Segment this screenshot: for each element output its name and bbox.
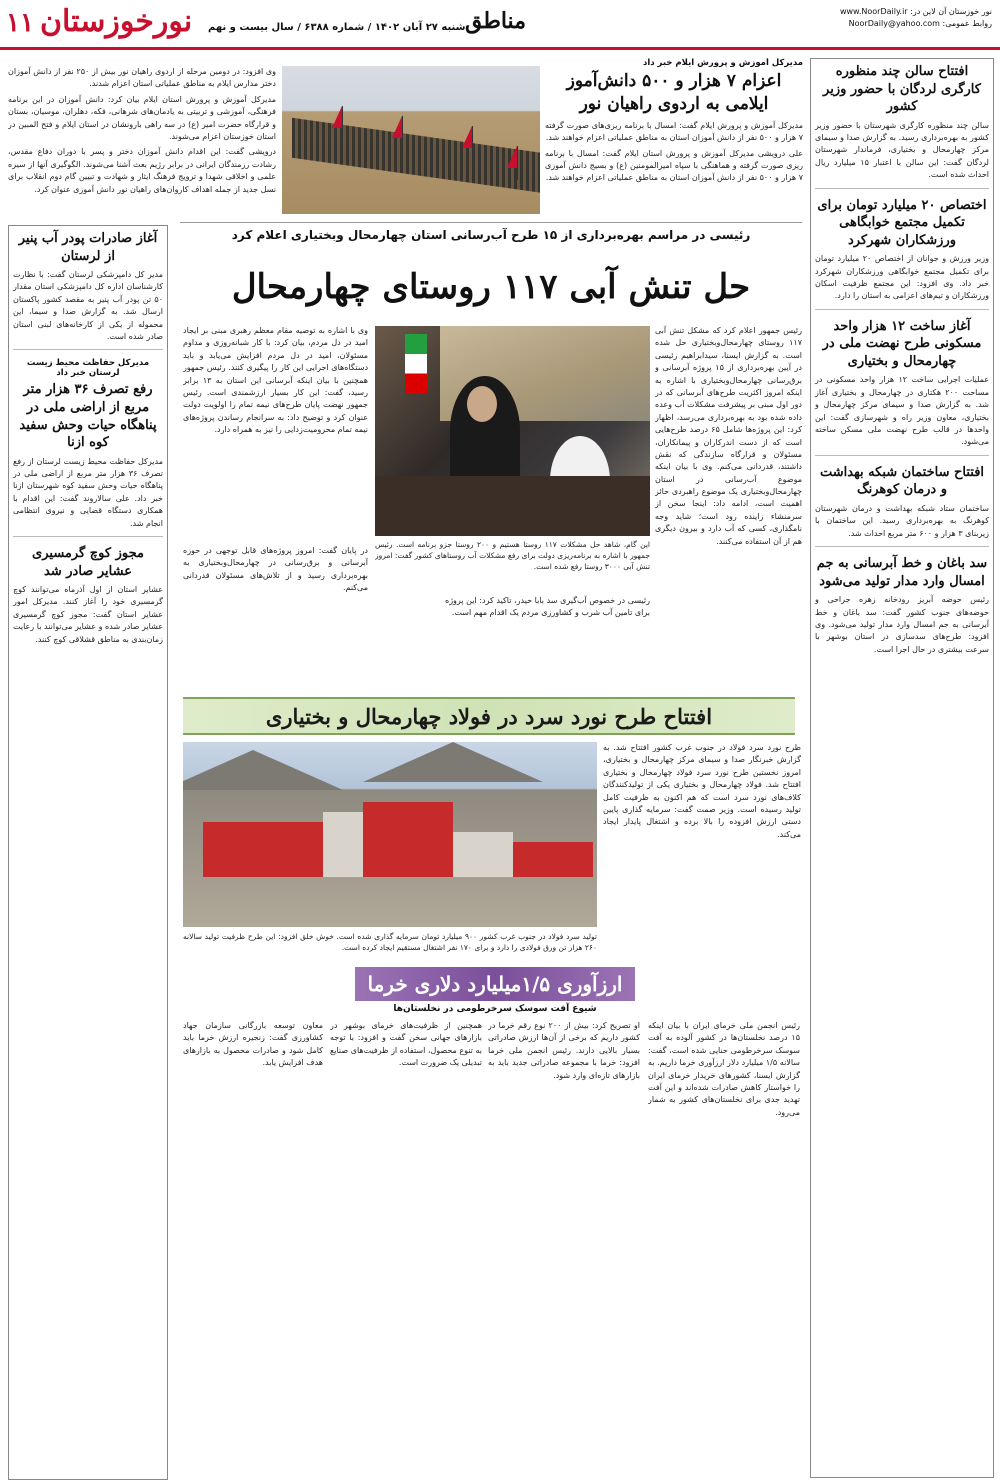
right-sidebar	[810, 58, 994, 1478]
date-column-2: او تصریح کرد: بیش از ۲۰۰ نوع رقم خرما در کشور داریم که برخی از آن‌ها ارزش صادراتی بسیار بالایی دارند. رئیس انجمن ملی خرما افزود: خرما با مجموعه صادراتی جدید باید به بازارهای تازه‌ای وارد شود.	[488, 1021, 640, 1080]
website-line[interactable]: نور خوزستان آن لاین در: www.NoorDaily.ir	[839, 7, 992, 16]
mountain-shape	[183, 750, 343, 790]
story-headline[interactable]: سد باغان و خط آبرسانی به جم امسال وارد مدار تولید می‌شود	[816, 556, 988, 589]
left-sidebar	[8, 225, 168, 1480]
story-kicker: مدیرکل حفاظت محیط زیست لرستان خبر داد	[26, 358, 150, 379]
story-body: مدیر کل دامپزشکی لرستان گفت: با نظارت کارشناسان اداره کل دامپزشکی استان مقدار ۵۰ تن پودر آب پنیر به مقصد کشور پاکستان ارسال شد. به گزارش صدا و سیما، این محموله از یکی از کارخانه‌های لبنی استان صادر شده است.	[13, 270, 163, 342]
steel-plant-photo	[183, 742, 597, 927]
top-story-continued	[8, 66, 276, 216]
factory-building	[323, 812, 363, 877]
sidebar-story	[815, 464, 989, 547]
red-flag-icon	[392, 116, 402, 138]
story-headline[interactable]: مجوز کوچ گرمسیری عشایر صادر شد	[32, 545, 144, 579]
red-flag-icon	[332, 106, 342, 128]
story-body	[545, 120, 803, 185]
date-headline[interactable]: ارزآوری ۱/۵میلیارد دلاری خرما	[367, 972, 623, 996]
flag-pole	[402, 116, 403, 150]
red-flag-icon	[507, 146, 517, 168]
paragraph: مدیرکل آموزش و پرورش استان ایلام بیان کرد: دانش آموزان در این برنامه فرهنگی، آموزشی و تربیتی به یادمان‌های شرهانی، فکه، دهلران، موسیان، بستان و قرارگاه حضرت امیر (ع) در سه راهی بارونشان در استان ایلام و فتح المبین در استان خوزستان اعزام می‌شوند.	[8, 94, 276, 141]
paragraph: مدیرکل آموزش و پرورش ایلام گفت: امسال با برنامه ریزی‌های صورت گرفته ۷ هزار و ۵۰۰ نفر از دانش آموزان استان به مناطق عملیاتی اعزام خواهند شد.	[545, 120, 803, 143]
president-meeting-photo	[375, 326, 650, 536]
lead-column-bottom-right: رئیسی در خصوص آب‌گیری سد بابا حیدر، تاکید کرد: این پروژه برای تامین آب شرب و کشاورزی مردم یک اقدام مهم است.	[445, 596, 650, 618]
top-story	[545, 58, 803, 218]
face-shape	[467, 386, 497, 422]
page-number: ۱۱	[6, 8, 34, 38]
pilgrimage-photo	[282, 66, 540, 214]
sidebar-story	[13, 230, 163, 350]
crowd-shape	[292, 118, 540, 195]
lead-column-mid: وی با اشاره به توصیه مقام معظم رهبری مبنی بر ایجاد امید در دل مردم، بیان کرد: با کار شبانه‌روزی و مداوم مسئولان، امید در دل مردم افزایش می‌یابد و باید دستگاه‌های اجرایی این کار را پیگیری کنند. رئیس جمهور همچنین با بیان اینکه آبرسانی این استان به ۱۳ برابر رسید، گفت: این کار بسیار ارزشمندی است. رئیس جمهور نهضت پایان طرح‌های نیمه تمام را اولویت دولت عنوان کرد و توضیح داد: به سرانجام رساندن پروژه‌های نیمه تمام محرومیت‌زدایی را نیز به همراه دارد.	[183, 326, 368, 435]
date-column-1: رئیس انجمن ملی خرمای ایران با بیان اینکه ۱۵ درصد نخلستان‌ها در کشور آلوده به آفت سوسک سرخرطومی حنایی شده است، گفت: سالانه ۱/۵ میلیارد دلار ارزآوری خرما داریم. به گزارش ایسنا، کشورهای خریدار خرمای ایران را خواستار کاهش صادرات شده‌اند و این آفت تهدید جدی برای نخلستان‌های کشور به شمار می‌رود.	[648, 1021, 800, 1117]
paragraph: علی درویشی مدیرکل آموزش و پرورش استان ایلام گفت: امسال با برنامه ریزی صورت گرفته و هماهنگی با سپاه امیرالمومنین (ع) و بسیج دانش آموزی ۷ هزار و ۵۰۰ نفر از دانش آموزان استان به مناطق عملیاتی اعزام خواهند شد.	[545, 148, 803, 183]
lead-column-bottom-left: در پایان گفت: امروز پروژه‌های قابل توجهی در حوزه آبرسانی و برق‌رسانی در چهارمحال‌وبختیاری به بهره‌برداری رسید و از تلاش‌های مسئولان قدردانی می‌کنم.	[183, 546, 368, 593]
sidebar-story	[815, 63, 989, 189]
masthead	[0, 0, 1000, 50]
story-headline[interactable]: افتتاح ساختمان شبکه بهداشت و درمان کوهرنگ	[819, 464, 985, 498]
factory-building	[453, 832, 513, 877]
date-banner	[355, 967, 635, 1001]
date-column-4: معاون توسعه بازرگانی سازمان جهاد کشاورزی گفت: زنجیره ارزش خرما باید کامل شود و صادرات محصول به بازارهای هدف افزایش یابد.	[183, 1021, 323, 1068]
steel-headline[interactable]: افتتاح طرح نورد سرد در فولاد چهارمحال و بختیاری	[265, 704, 713, 729]
story-kicker: مدیرکل آموزش و پرورش ایلام خبر داد	[642, 58, 803, 68]
date-column-3: همچنین از ظرفیت‌های خرمای بوشهر در بازارهای جهانی سخن گفت و افزود: با توجه به تنوع محصول، استفاده از ظرفیت‌های صنایع تبدیلی یک ضرورت است.	[330, 1021, 482, 1068]
factory-building	[203, 822, 323, 877]
paragraph: وی افزود: در دومین مرحله از اردوی راهیان نور بیش از ۲۵۰ نفر از دانش آموزان دختر مدارس ایلام به مناطق عملیاتی استان اعزام شدند.	[8, 67, 276, 89]
sidebar-story	[815, 318, 989, 456]
lead-kicker: رئیسی در مراسم بهره‌برداری از ۱۵ طرح آب‌رسانی استان چهارمحال وبختیاری اعلام کرد	[231, 228, 751, 242]
newspaper-logo: نورخوزستان	[40, 4, 193, 39]
story-body: رئیس حوضه آبریز رودخانه زهره جراحی و حوضه‌های جنوب کشور گفت: سد باغان و خط آبرسانی به جم امسال وارد مدار تولید می‌شود. وی افزود: طرح‌های سدسازی در استان بوشهر با سرعت بیشتری در حال اجرا است.	[815, 595, 989, 654]
story-headline[interactable]: آغاز صادرات پودر آب پنیر از لرستان	[18, 231, 158, 264]
factory-building	[513, 842, 593, 877]
story-body: سالن چند منظوره کارگری شهرستان با حضور وزیر کشور به بهره‌برداری رسید. به گزارش صدا و سیمای مرکز چهارمحال و بختیاری، فرماندار شهرستان لردگان گفت: این سالن با اعتبار ۱۵ میلیارد ریال احداث شده است.	[815, 120, 989, 180]
iran-flag-icon	[405, 334, 427, 394]
flag-pole	[342, 106, 343, 140]
steel-banner	[183, 697, 795, 735]
story-body: عملیات اجرایی ساخت ۱۲ هزار واحد مسکونی در مساحت ۲۰۰ هکتاری در چهارمحال و بختیاری آغاز شد. به گزارش صدا و سیمای مرکز چهارمحال و بختیاری، معاون وزیر راه و شهرسازی گفت: این واحدها در قالب طرح نهضت ملی مسکن ساخته می‌شود.	[815, 375, 990, 447]
flag-pole	[517, 146, 518, 180]
sidebar-story	[815, 197, 989, 310]
lead-column-right: رئیس جمهور اعلام کرد که مشکل تنش آبی ۱۱۷ روستای چهارمحال‌وبختیاری حل شده است. به گزارش ایسنا، سیدابراهیم رئیسی در آیین بهره‌برداری از ۱۵ پروژه آبرسانی و برق‌رسانی چهارمحال‌وبختیاری با اشاره به اینکه امروز اکثریت طرح‌های آبرسانی که در دور اول مبنی بر پیشرفت مشکلات آب وعده داده شده بود به بهره‌برداری می‌رسد، اظهار کرد: این پروژه‌ها شامل ۶۵ درصد طرح‌هایی است که از دست اندرکاران و پیمانکاران، مسئولان و قرارگاه سازندگی که نقش داشتند، قدردانی می‌کنم. وی با بیان اینکه موضوع آب‌رسانی در استان چهارمحال‌وبختیاری یک موضوع راهبردی حائز اهمیت است، ادامه داد: اینجا سخن از سرمنشاء زاینده رود است؛ شاید وجه نامگذاری، کسی که آب دارد و بیرون دیگری هم از آن استفاده می‌کنند.	[655, 326, 802, 546]
flag-pole	[472, 126, 473, 160]
sidebar-story	[13, 358, 163, 537]
issue-date: شنبه ۲۷ آبان ۱۴۰۲ / شماره ۶۳۸۸ / سال بیست و نهم	[208, 22, 466, 33]
story-body: مدیرکل حفاظت محیط زیست لرستان از رفع تصرف ۳۶ هزار متر مربع از اراضی ملی در پناهگاه حیات وحش سفید کوه شهرستان ازنا خبر داد. علی سالاروند گفت: این اقدام با همکاری دستگاه قضایی و نیروی انتظامی انجام شد.	[13, 456, 163, 528]
divider	[180, 222, 802, 223]
section-title: مناطق	[465, 8, 526, 34]
steel-body: طرح نورد سرد فولاد در جنوب غرب کشور افتتاح شد. به گزارش خبرنگار صدا و سیمای مرکز چهارمحال و بختیاری، امروز نخستین طرح نورد سرد فولاد چهارمحال و بختیاری افتتاح شد. فولاد چهارمحال و بختیاری یکی از تولیدکنندگان کلاف‌های نورد سرد است که هم اکنون به ظرفیت کامل تولید رسیده است. وزیر صمت گفت: سرمایه گذاری پایین دستی ارزش افزوده را بالا برده و اشتغال پایدار ایجاد می‌کند.	[603, 743, 801, 839]
story-headline[interactable]: آغاز ساخت ۱۲ هزار واحد مسکونی طرح نهضت ملی در چهارمحال و بختیاری	[822, 318, 982, 369]
email-line[interactable]: روابط عمومی: NoorDaily@yahoo.com	[848, 19, 992, 28]
story-headline[interactable]: افتتاح سالن چند منظوره کارگری لردگان با حضور وزیر کشور	[823, 64, 981, 115]
mountain-shape	[363, 742, 543, 782]
lead-photo-caption: این گام، شاهد حل مشکلات ۱۱۷ روستا هستیم و ۲۰۰ روستا جزو برنامه است. رئیس جمهور با اشاره به برنامه‌ریزی دولت برای رفع مشکلات آب روستاهای کشور گفت: امروز تنش آبی ۳۰۰۰ روستا رفع شده است.	[375, 540, 650, 571]
story-body: ساختمان ستاد شبکه بهداشت و درمان شهرستان کوهرنگ به بهره‌برداری رسید. این ساختمان با زیربنای ۳ هزار و ۶۰۰ متر مربع احداث شد.	[815, 503, 989, 538]
story-headline[interactable]: اعزام ۷ هزار و ۵۰۰ دانش‌آموز ایلامی به اردوی راهیان نور	[566, 71, 782, 114]
table-shape	[375, 476, 650, 536]
sidebar-story	[815, 555, 989, 662]
date-subhead: شیوع آفت سوسک سرخرطومی در نخلستان‌ها	[393, 1004, 597, 1014]
red-flag-icon	[462, 126, 472, 148]
story-body: عشایر استان از اول آذرماه می‌توانند کوچ گرمسیری خود را آغاز کنند. مدیرکل امور عشایر استان گفت: مجوز کوچ گرمسیری عشایر صادر شده و عشایر می‌توانند با رعایت زمان‌بندی به مناطق قشلاقی کوچ کنند.	[13, 585, 163, 644]
story-headline[interactable]: اختصاص ۲۰ میلیارد تومان برای تکمیل مجتمع خوابگاهی ورزشکاران شهرکرد	[817, 197, 987, 248]
sidebar-story	[13, 545, 163, 652]
steel-caption: تولید سرد فولاد در جنوب غرب کشور ۹۰۰ میلیارد تومان سرمایه گذاری شده است. خوش خلق افزود: این طرح ظرفیت تولید سالانه ۲۶۰ هزار تن ورق فولادی را دارد و برای ۱۷۰ نفر اشتغال مستقیم ایجاد کرده است.	[183, 932, 597, 952]
paragraph: درویشی گفت: این اقدام دانش آموزان دختر و پسر با دوران دفاع مقدس، رشادت رزمندگان ایرانی در برابر رژیم بعث آشنا می‌شوند. الگوگیری آنها از سیره علمی و اخلاقی شهدا و ترویج فرهنگ ایثار و شهادت و تبیین گام دوم انقلاب برای نسل جدید از جمله اهداف کاروان‌های راهیان نور دانش آموزی عنوان کرد.	[8, 147, 276, 194]
factory-building	[363, 802, 453, 877]
story-body: وزیر ورزش و جوانان از اختصاص ۲۰ میلیارد تومان برای تکمیل مجتمع خوابگاهی ورزشکاران شهرکرد خبر داد. وی افزود: این مجتمع ظرفیت اسکان ورزشکاران و تیم‌های اعزامی به استان را دارد.	[815, 254, 989, 301]
contact-info	[840, 6, 992, 30]
lead-headline[interactable]: حل تنش آبی ۱۱۷ روستای چهارمحال	[231, 267, 751, 307]
story-headline[interactable]: رفع تصرف ۳۶ هزار متر مربع از اراضی ملی در پناهگاه حیات وحش سفید کوه ازنا	[19, 382, 157, 451]
